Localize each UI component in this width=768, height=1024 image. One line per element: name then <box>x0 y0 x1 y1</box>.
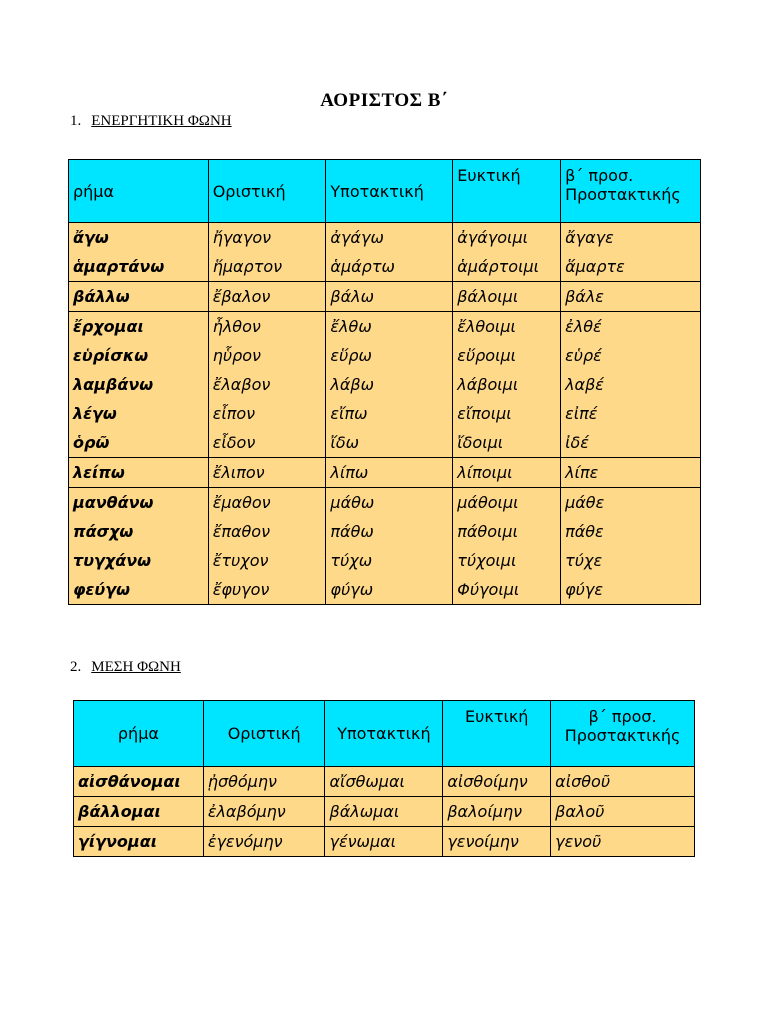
section-number: 2. <box>70 659 82 675</box>
verb-cell: τυγχάνω <box>69 546 209 575</box>
active-voice-table <box>68 159 701 605</box>
header-indicative: Οριστική <box>203 701 325 767</box>
header-subjunctive: Υποτακτική <box>325 701 443 767</box>
header-imperative <box>551 701 695 767</box>
table-row <box>69 428 701 458</box>
imperative-cell: γενοῦ <box>551 827 695 857</box>
imperative-cell: τύχε <box>561 546 701 575</box>
optative-cell: εὕροιμι <box>453 341 561 370</box>
header-imperative-line2: Προστακτικής <box>565 185 681 204</box>
indicative-cell: ἔβαλον <box>208 282 326 312</box>
verb-cell: ὁρῶ <box>69 428 209 458</box>
header-imperative-line1: β΄ προσ. <box>588 707 657 726</box>
indicative-cell: ἔτυχον <box>208 546 326 575</box>
indicative-cell: ἐλαβόμην <box>203 797 325 827</box>
verb-cell: βάλλομαι <box>74 797 204 827</box>
table-row <box>74 797 695 827</box>
optative-cell: γενοίμην <box>443 827 551 857</box>
imperative-cell: ἄγαγε <box>561 223 701 253</box>
subjunctive-cell: τύχω <box>326 546 453 575</box>
table-row <box>74 827 695 857</box>
imperative-cell: ἐλθέ <box>561 312 701 342</box>
indicative-cell: ἔφυγον <box>208 575 326 605</box>
indicative-cell: ἔλαβον <box>208 370 326 399</box>
optative-cell: ἴδοιμι <box>453 428 561 458</box>
verb-cell: αἰσθάνομαι <box>74 767 204 797</box>
page-title: ΑΟΡΙΣΤΟΣ Β΄ <box>320 90 448 111</box>
optative-cell: εἴποιμι <box>453 399 561 428</box>
subjunctive-cell: φύγω <box>326 575 453 605</box>
header-indicative: Οριστική <box>208 160 326 223</box>
middle-voice-rows <box>74 767 695 857</box>
imperative-cell: ἅμαρτε <box>561 252 701 282</box>
section-heading-middle <box>70 659 181 676</box>
imperative-cell: εὑρέ <box>561 341 701 370</box>
table-row <box>69 223 701 253</box>
header-imperative-line2: Προστακτικής <box>564 726 681 745</box>
header-verb: ρήμα <box>74 701 204 767</box>
verb-cell: ἁμαρτάνω <box>69 252 209 282</box>
indicative-cell: ἥμαρτον <box>208 252 326 282</box>
imperative-cell: μάθε <box>561 488 701 518</box>
verb-cell: ἄγω <box>69 223 209 253</box>
verb-cell: βάλλω <box>69 282 209 312</box>
indicative-cell: ἐγενόμην <box>203 827 325 857</box>
subjunctive-cell: μάθω <box>326 488 453 518</box>
imperative-cell: εἰπέ <box>561 399 701 428</box>
verb-cell: λέγω <box>69 399 209 428</box>
indicative-cell: ἔλιπον <box>208 458 326 488</box>
imperative-cell: βάλε <box>561 282 701 312</box>
optative-cell: αἰσθοίμην <box>443 767 551 797</box>
indicative-cell: ἤγαγον <box>208 223 326 253</box>
table-row <box>69 517 701 546</box>
optative-cell: πάθοιμι <box>453 517 561 546</box>
subjunctive-cell: λίπω <box>326 458 453 488</box>
table-row <box>69 252 701 282</box>
optative-cell: λάβοιμι <box>453 370 561 399</box>
section-heading-active <box>70 113 232 130</box>
optative-cell: λίποιμι <box>453 458 561 488</box>
header-verb: ρήμα <box>69 160 209 223</box>
imperative-cell: αἰσθοῦ <box>551 767 695 797</box>
table-row <box>69 546 701 575</box>
subjunctive-cell: βάλωμαι <box>325 797 443 827</box>
optative-cell: βάλοιμι <box>453 282 561 312</box>
table-row <box>69 370 701 399</box>
table-row <box>69 399 701 428</box>
optative-cell: τύχοιμι <box>453 546 561 575</box>
header-imperative-line1: β΄ προσ. <box>565 166 634 185</box>
imperative-cell: φύγε <box>561 575 701 605</box>
verb-cell: πάσχω <box>69 517 209 546</box>
verb-cell: γίγνομαι <box>74 827 204 857</box>
verb-cell: φεύγω <box>69 575 209 605</box>
imperative-cell: λίπε <box>561 458 701 488</box>
table-row <box>69 458 701 488</box>
header-subjunctive: Υποτακτική <box>326 160 453 223</box>
subjunctive-cell: εὕρω <box>326 341 453 370</box>
table-row <box>69 488 701 518</box>
table-row <box>74 767 695 797</box>
subjunctive-cell: εἴπω <box>326 399 453 428</box>
optative-cell: μάθοιμι <box>453 488 561 518</box>
indicative-cell: ἔπαθον <box>208 517 326 546</box>
subjunctive-cell: ἀγάγω <box>326 223 453 253</box>
subjunctive-cell: λάβω <box>326 370 453 399</box>
table-row <box>69 575 701 605</box>
subjunctive-cell: ἔλθω <box>326 312 453 342</box>
optative-cell: βαλοίμην <box>443 797 551 827</box>
header-optative: Ευκτική <box>453 160 561 223</box>
verb-cell: εὑρίσκω <box>69 341 209 370</box>
verb-cell: λαμβάνω <box>69 370 209 399</box>
indicative-cell: ᾐσθόμην <box>203 767 325 797</box>
optative-cell: ἁμάρτοιμι <box>453 252 561 282</box>
section-label: ΜΕΣΗ ΦΩΝΗ <box>91 659 181 675</box>
optative-cell: Φύγοιμι <box>453 575 561 605</box>
table-row <box>69 282 701 312</box>
subjunctive-cell: ἁμάρτω <box>326 252 453 282</box>
imperative-cell: πάθε <box>561 517 701 546</box>
verb-cell: ἔρχομαι <box>69 312 209 342</box>
optative-cell: ἔλθοιμι <box>453 312 561 342</box>
middle-voice-table <box>73 700 695 857</box>
active-voice-rows <box>69 223 701 605</box>
indicative-cell: εἶπον <box>208 399 326 428</box>
table-row <box>69 341 701 370</box>
subjunctive-cell: αἴσθωμαι <box>325 767 443 797</box>
indicative-cell: ἦλθον <box>208 312 326 342</box>
indicative-cell: ηὗρον <box>208 341 326 370</box>
subjunctive-cell: ἴδω <box>326 428 453 458</box>
header-imperative <box>561 160 701 223</box>
indicative-cell: εἶδον <box>208 428 326 458</box>
subjunctive-cell: βάλω <box>326 282 453 312</box>
imperative-cell: βαλοῦ <box>551 797 695 827</box>
verb-cell: μανθάνω <box>69 488 209 518</box>
imperative-cell: ἰδέ <box>561 428 701 458</box>
table-header-row <box>69 160 701 223</box>
subjunctive-cell: πάθω <box>326 517 453 546</box>
subjunctive-cell: γένωμαι <box>325 827 443 857</box>
indicative-cell: ἔμαθον <box>208 488 326 518</box>
section-label: ΕΝΕΡΓΗΤΙΚΗ ΦΩΝΗ <box>91 113 232 129</box>
table-header-row <box>74 701 695 767</box>
section-number: 1. <box>70 113 82 129</box>
optative-cell: ἀγάγοιμι <box>453 223 561 253</box>
header-optative: Ευκτική <box>443 701 551 767</box>
table-row <box>69 312 701 342</box>
verb-cell: λείπω <box>69 458 209 488</box>
imperative-cell: λαβέ <box>561 370 701 399</box>
